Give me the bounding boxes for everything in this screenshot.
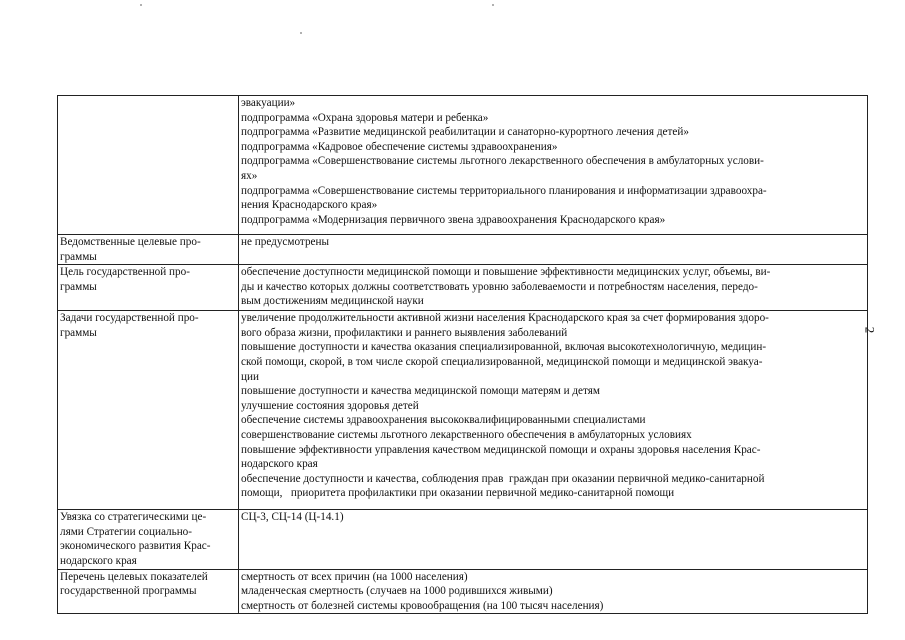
row-label-line: Перечень целевых показателей — [60, 570, 208, 583]
row-value-line: обеспечение системы здравоохранения высококвалифицированными специалистами — [241, 414, 646, 427]
table-row — [58, 96, 868, 235]
row-label-line: Задачи государственной про- — [60, 312, 199, 325]
table-row — [58, 569, 868, 614]
row-value-line: младенческая смертность (случаев на 1000 родившихся живыми) — [241, 585, 553, 598]
row-value-line: СЦ-3, СЦ-14 (Ц-14.1) — [241, 511, 344, 524]
row-label-cell — [58, 311, 239, 510]
row-label-cell — [58, 265, 239, 311]
row-value-line: ях» — [241, 169, 258, 182]
row-label-cell — [58, 510, 239, 569]
row-value-line: совершенствование системы льготного лекарственного обеспечения в амбулаторных условиях — [241, 428, 692, 441]
scan-speck — [492, 4, 494, 6]
row-value-line: подпрограмма «Охрана здоровья матери и ребенка» — [241, 111, 489, 124]
row-value-line: подпрограмма «Развитие медицинской реабилитации и санаторно-курортного лечения детей» — [241, 126, 689, 139]
table-row — [58, 265, 868, 311]
row-value-line: обеспечение доступности медицинской помощи и повышение эффективности медицинских услуг, объемы, ви- — [241, 266, 771, 279]
row-label-cell — [58, 569, 239, 614]
row-value-cell — [239, 510, 868, 569]
row-value-cell — [239, 235, 868, 265]
row-value-cell — [239, 265, 868, 311]
row-value-cell — [239, 311, 868, 510]
row-value-line: ской помощи, скорой, в том числе скорой специализированной, медицинской помощи и медицинской эвакуа- — [241, 355, 763, 368]
row-label-line: Ведомственные целевые про- — [60, 236, 201, 248]
row-value-line: повышение доступности и качества медицинской помощи матерям и детям — [241, 385, 600, 398]
row-value-line: не предусмотрены — [241, 236, 330, 248]
scan-speck — [140, 4, 142, 6]
row-value-line: нения Краснодарского края» — [241, 199, 378, 212]
row-value-line: нодарского края — [241, 458, 318, 471]
row-label-line: государственной программы — [60, 585, 197, 598]
row-label-line: граммы — [60, 250, 97, 263]
row-value-line: обеспечение доступности и качества, соблюдения прав граждан при оказании первичной медико-санитарной — [241, 472, 765, 485]
row-value-line: вым достижениям медицинской науки — [241, 295, 424, 308]
row-value-line: повышение доступности и качества оказания специализированной, включая высокотехнологичную, медицин- — [241, 341, 767, 354]
row-label-line: лями Стратегии социально- — [60, 525, 193, 538]
row-label-line: граммы — [60, 280, 97, 293]
row-value-line: эвакуации» — [241, 97, 296, 109]
row-value-line: подпрограмма «Модернизация первичного звена здравоохранения Краснодарского края» — [241, 213, 666, 226]
row-value-line: подпрограмма «Совершенствование системы льготного лекарственного обеспечения в амбулаторных услови- — [241, 155, 764, 168]
row-label-line: граммы — [60, 326, 97, 339]
row-value-line: увеличение продолжительности активной жизни населения Краснодарского края за счет формирования здоро- — [241, 312, 769, 325]
row-value-line: смертность от всех причин (на 1000 населения) — [241, 570, 468, 583]
table-row — [58, 311, 868, 510]
row-value-line: подпрограмма «Кадровое обеспечение системы здравоохранения» — [241, 140, 558, 153]
row-value-line: улучшение состояния здоровья детей — [241, 399, 419, 412]
row-label-line: Цель государственной про- — [60, 266, 190, 279]
row-value-line: подпрограмма «Совершенствование системы территориального планирования и информатизации здравоохра- — [241, 184, 767, 197]
row-value-line: ды и качество которых должны соответствовать уровню заболеваемости и потребностям населения, передо- — [241, 280, 758, 293]
row-value-line: помощи, приоритета профилактики при оказании первичной медико-санитарной помощи — [241, 487, 675, 500]
row-label-line: нодарского края — [60, 554, 137, 567]
row-value-line: ции — [241, 370, 259, 383]
table-row — [58, 510, 868, 569]
page-number: 2 — [862, 326, 878, 334]
row-value-line: повышение эффективности управления качеством медицинской помощи и охраны здоровья населения Крас- — [241, 443, 761, 456]
scan-speck — [300, 32, 302, 34]
row-value-cell — [239, 569, 868, 614]
row-label-line: экономического развития Крас- — [60, 540, 211, 553]
row-label-cell — [58, 96, 239, 235]
table-row — [58, 235, 868, 265]
row-label-cell — [58, 235, 239, 265]
row-value-line: вого образа жизни, профилактики и раннего выявления заболеваний — [241, 326, 568, 339]
row-label-line: Увязка со стратегическими це- — [60, 511, 207, 524]
row-value-cell — [239, 96, 868, 235]
program-passport-table — [57, 95, 868, 614]
row-value-line: смертность от болезней системы кровообращения (на 100 тысяч населения) — [241, 599, 604, 612]
